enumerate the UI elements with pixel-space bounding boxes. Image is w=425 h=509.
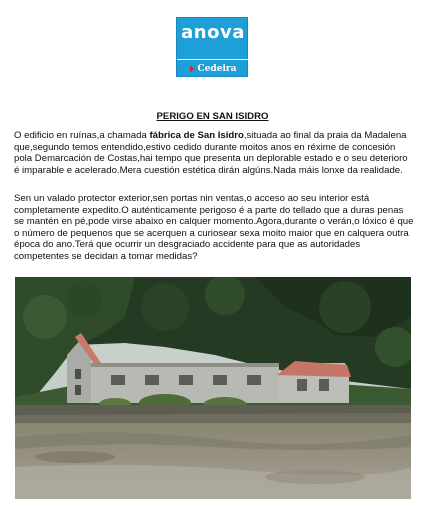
factory-ruin-photo (15, 277, 411, 499)
logo-subtitle (177, 64, 249, 74)
logo-sub-label: Cedeira (197, 64, 237, 74)
article-title: PERIGO EN SAN ISIDRO (156, 111, 269, 122)
paragraph-1-bold: fábrica de San Isidro (149, 130, 244, 141)
anova-logo (176, 17, 248, 77)
logo-name: anova (181, 22, 245, 43)
article-paragraph-2: Sen un valado protector exterior,sen portas nin ventas,o acceso ao seu interior está completamente expedito.O auténticamente perigoso é a parte do tellado que a duras penas se mantén en pé,pode virse abaixo en calquer momento.Agora,durante o verán,o lóxico é que o número de pequenos que se acerquen a curiosear sexa moito maior que en calquera outra época do ano.Terá que ocurrir un desgraciado accidente para que as autoridades competentes se decidan a tomar medidas? (14, 193, 414, 262)
arrow-icon (190, 66, 195, 72)
paragraph-1-rest: ,situada ao final da praia da Madalena que,segundo temos entendido,estivo cedido durante moitos anos en réxime de concesión pola Demarcación de Costas,hai tempo que presenta un deplorable estado e o seu deterioro é imparable e acelerado.Mera cuestión estética dirán algúns.Nada máis lonxe da realidade. (14, 130, 408, 176)
logo-divider (177, 59, 249, 60)
article-paragraph-1 (14, 130, 414, 176)
paragraph-1-intro: O edificio en ruínas,a chamada (14, 130, 150, 141)
